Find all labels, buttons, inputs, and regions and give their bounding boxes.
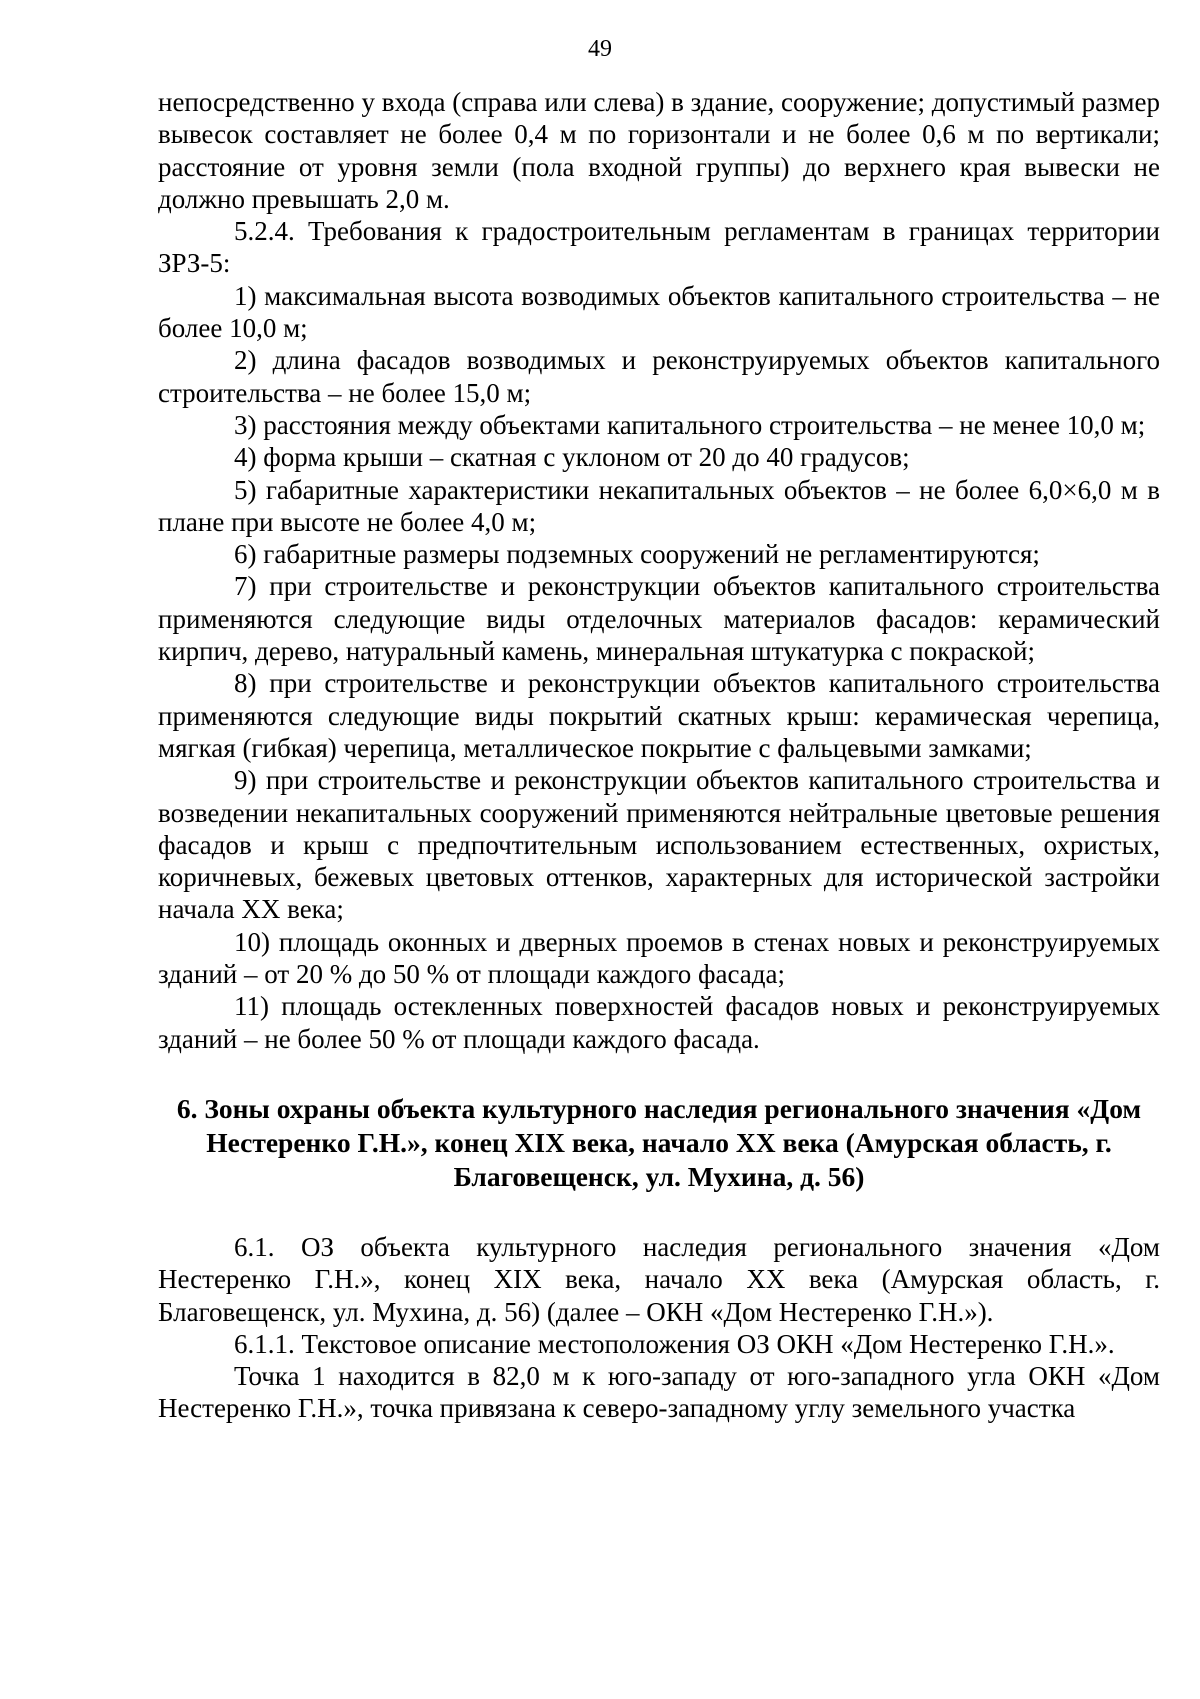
page-number: 49 [588,36,612,62]
list-item: 6) габаритные размеры подземных сооружений не регламентируются; [234,539,1040,570]
paragraph: Точка 1 находится в 82,0 м к юго-западу от юго-западного угла ОКН «Дом Нестеренко Г.Н.», точка привязана к северо-западному углу земельного участка [158,1361,1160,1424]
list-item: 11) площадь остекленных поверхностей фасадов новых и реконструируемых зданий – не более 50 % от площади каждого фасада. [158,991,1160,1054]
paragraph: 5.2.4. Требования к градостроительным регламентам в границах территории ЗРЗ-5: [158,216,1160,279]
paragraph: 6.1. ОЗ объекта культурного наследия регионального значения «Дом Нестеренко Г.Н.», конец XIX века, начало XX века (Амурская область, г. Благовещенск, ул. Мухина, д. 56) (далее – ОКН «Дом Нестеренко Г.Н.»). [158,1231,1160,1327]
paragraph: 6.1.1. Текстовое описание местоположения ОЗ ОКН «Дом Нестеренко Г.Н.». [234,1328,1115,1359]
list-item: 4) форма крыши – скатная с уклоном от 20 до 40 градусов; [234,442,910,473]
list-item: 9) при строительстве и реконструкции объектов капитального строительства и возведении некапитальных сооружений применяются нейтральные цветовые решения фасадов и крыш с предпочтительным использованием естественных, охристых, коричневых, бежевых цветовых оттенков, характерных для исторической застройки начала XX века; [158,765,1160,925]
list-item: 3) расстояния между объектами капитального строительства – не менее 10,0 м; [234,409,1146,440]
list-item: 10) площадь оконных и дверных проемов в стенах новых и реконструируемых зданий – от 20 % до 50 % от площади каждого фасада; [158,926,1160,990]
section-heading: 6. Зоны охраны объекта культурного наследия регионального значения «Дом Нестеренко Г.Н.», конец XIX века, начало XX века (Амурская область, г. Благовещенск, ул. Мухина, д. 56) [176,1092,1142,1192]
list-item: 7) при строительстве и реконструкции объектов капитального строительства применяются следующие виды отделочных материалов фасадов: керамический кирпич, дерево, натуральный камень, минеральная штукатурка с покраской; [158,571,1160,667]
paragraph: непосредственно у входа (справа или слева) в здание, сооружение; допустимый размер вывесок составляет не более 0,4 м по горизонтали и не более 0,6 м по вертикали; расстояние от уровня земли (пола входной группы) до верхнего края вывески не должно превышать 2,0 м. [158,87,1160,214]
list-item: 5) габаритные характеристики некапитальных объектов – не более 6,0×6,0 м в плане при высоте не более 4,0 м; [158,474,1160,537]
list-item: 8) при строительстве и реконструкции объектов капитального строительства применяются следующие виды покрытий скатных крыш: керамическая черепица, мягкая (гибкая) черепица, металлическое покрытие с фальцевыми замками; [158,668,1160,763]
document-body [158,86,1160,1425]
list-item: 1) максимальная высота возводимых объектов капитального строительства – не более 10,0 м; [158,280,1160,344]
list-item: 2) длина фасадов возводимых и реконструируемых объектов капитального строительства – не более 15,0 м; [158,345,1160,408]
